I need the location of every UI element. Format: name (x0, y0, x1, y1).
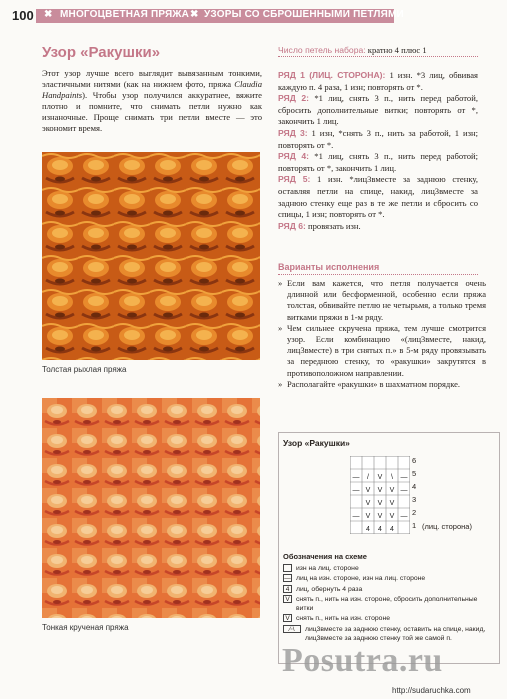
list-item: » Если вам кажется, что петля получается очень длинной или бесформенной, особенно если пряжа толстая, обвивайте петлю не четырьмя, а только тремя витками пряжи в 1-м ряду. (278, 278, 486, 323)
row-instruction (278, 93, 478, 128)
intro-text: ). Чтобы узор получился аккуратнее, вяжите плотно и помните, что снимать петли нужно как изнаночные. Проще снимать три петли вместе — это экономит время. (42, 90, 262, 133)
legend-text: снять п., нить на изн. стороне (296, 615, 390, 623)
svg-text:—: — (400, 513, 408, 520)
svg-text:/: / (367, 474, 369, 481)
row-label: РЯД 3: (278, 127, 308, 138)
photo-caption: Толстая рыхлая пряжа (42, 365, 127, 374)
divider (278, 56, 478, 57)
watermark-logo: Posutra.ru (282, 642, 443, 679)
row-instruction (278, 174, 478, 220)
row-number: 2 (412, 508, 417, 517)
symbol-icon: V (283, 614, 292, 622)
chart-legend (283, 564, 495, 644)
row-text: *1 лиц, снять 3 п., нить перед работой, сбросить дополнительные витки; повторять от *, закончить 1 лиц. (278, 93, 478, 127)
symbol-icon: — (284, 575, 291, 583)
row-number: 3 (412, 495, 417, 504)
chart-row-numbers (412, 456, 416, 534)
chart-title: Узор «Ракушки» (283, 438, 350, 448)
page-number: 100 (12, 8, 34, 23)
svg-text:V: V (389, 513, 395, 520)
row-number: 1 (412, 521, 417, 530)
row-label: РЯД 1 (ЛИЦ. СТОРОНА): (278, 70, 386, 80)
list-item: » Располагайте «ракушки» в шахматном порядке. (278, 379, 486, 390)
yarn-brand: Claudia Handpaints (42, 79, 262, 100)
svg-text:4: 4 (390, 526, 394, 533)
row-text: 1 изн. *3 лиц, обвивая каждую п. 4 раза, 1 изн; повторять от *. (278, 70, 478, 92)
row-number: 5 (412, 469, 417, 478)
cast-on-info (278, 45, 478, 55)
row-text: 1 изн. *лиц3вместе за заднюю стенку, оставляя петли на спице, накид, лиц3вместе за заднюю стенку еще раз в те же петли и сбросить со спицы, 1 изн; повторять от *. (278, 174, 478, 220)
row-label: РЯД 4: (278, 151, 309, 162)
subsection-title: УЗОРЫ СО СБРОШЕННЫМИ ПЕТЛЯМИ (204, 9, 404, 20)
symbol-icon: ⁄◦\ (283, 625, 301, 633)
row-instruction (278, 128, 478, 151)
row-text: провязать изн. (308, 220, 361, 231)
row-instruction (278, 151, 478, 174)
svg-text:—: — (352, 474, 360, 481)
legend-text: изн на лиц. стороне (296, 565, 359, 572)
legend-item (283, 564, 495, 573)
section-title: МНОГОЦВЕТНАЯ ПРЯЖА (60, 9, 190, 20)
pattern-title: Узор «Ракушки» (42, 44, 161, 61)
svg-text:V: V (377, 500, 383, 507)
row-text: *1 лиц, снять 3 п., нить перед работой; повторять от *, закончить 1 лиц. (278, 151, 478, 173)
legend-text: лиц на изн. стороне, изн на лиц. стороне (296, 575, 426, 583)
row-instruction (278, 70, 478, 93)
legend-item (283, 585, 495, 594)
svg-text:V: V (377, 474, 383, 481)
legend-title: Обозначения на схеме (283, 552, 367, 561)
cast-on-value: кратно 4 плюс 1 (367, 45, 427, 55)
svg-text:V: V (365, 500, 371, 507)
legend-text: снять п., нить на изн. стороне, сбросить дополнительные витки (296, 595, 478, 613)
legend-item (283, 614, 495, 623)
header-separator-icon: ✖ (190, 9, 199, 20)
variants-list (278, 278, 486, 390)
page-header (0, 0, 507, 30)
legend-text: лиц, обернуть 4 раза (296, 585, 363, 593)
variants-heading: Варианты исполнения (278, 262, 380, 272)
row-number: 6 (412, 456, 417, 465)
site-url[interactable]: http://sudaruchka.com (392, 686, 471, 695)
legend-item (283, 574, 495, 583)
cast-on-label: Число петель набора: (278, 45, 366, 55)
row-instruction (278, 221, 478, 233)
row-text: 1 изн, *снять 3 п., нить за работой, 1 изн; повторять от *. (278, 127, 478, 150)
svg-text:V: V (365, 513, 371, 520)
svg-text:V: V (365, 487, 371, 494)
legend-item (283, 625, 495, 644)
svg-text:V: V (377, 487, 383, 494)
svg-text:4: 4 (378, 526, 382, 533)
svg-text:—: — (352, 487, 360, 494)
photo-thin-yarn (42, 398, 260, 618)
svg-text:V: V (389, 500, 395, 507)
row1-label: (лиц. сторона) (422, 522, 472, 531)
svg-text:\: \ (391, 474, 393, 481)
svg-text:—: — (400, 474, 408, 481)
svg-text:4: 4 (366, 526, 370, 533)
row-label: РЯД 5: (278, 174, 311, 185)
svg-text:—: — (352, 513, 360, 520)
header-separator-icon: ✖ (44, 9, 53, 20)
photo-thick-yarn (42, 152, 260, 360)
symbol-icon (283, 564, 292, 572)
list-item: » Чем сильнее скручена пряжа, тем лучше смотрится узор. Если комбинацию «(лиц3вместе, накид, лиц3вместе) в три снятых п.» в 5-м ряду провязывать за переднюю стенку, то «ракушки» закрутятся в противоположном направлении. (278, 323, 486, 379)
legend-item (283, 595, 495, 614)
svg-text:—: — (400, 487, 408, 494)
symbol-icon: 4 (283, 585, 292, 593)
divider (278, 274, 478, 275)
legend-text: лиц3вместе за заднюю стенку, оставить на спице, накид, лиц3вместе за заднюю стенку той же самой п. (305, 625, 486, 643)
svg-text:V: V (389, 487, 395, 494)
svg-text:V: V (377, 513, 383, 520)
intro-text: Этот узор лучше всего выглядит вывязанным тонкими, эластичными нитями (как на нижнем фото, пряжа (42, 68, 262, 89)
row-number: 4 (412, 482, 417, 491)
intro-paragraph (42, 68, 262, 134)
row-instructions (278, 70, 478, 232)
row-label: РЯД 2: (278, 93, 310, 104)
photo-caption: Тонкая крученая пряжа (42, 623, 129, 632)
symbol-icon: V (283, 595, 292, 603)
row-label: РЯД 6: (278, 220, 306, 231)
stitch-chart-grid (350, 456, 410, 539)
